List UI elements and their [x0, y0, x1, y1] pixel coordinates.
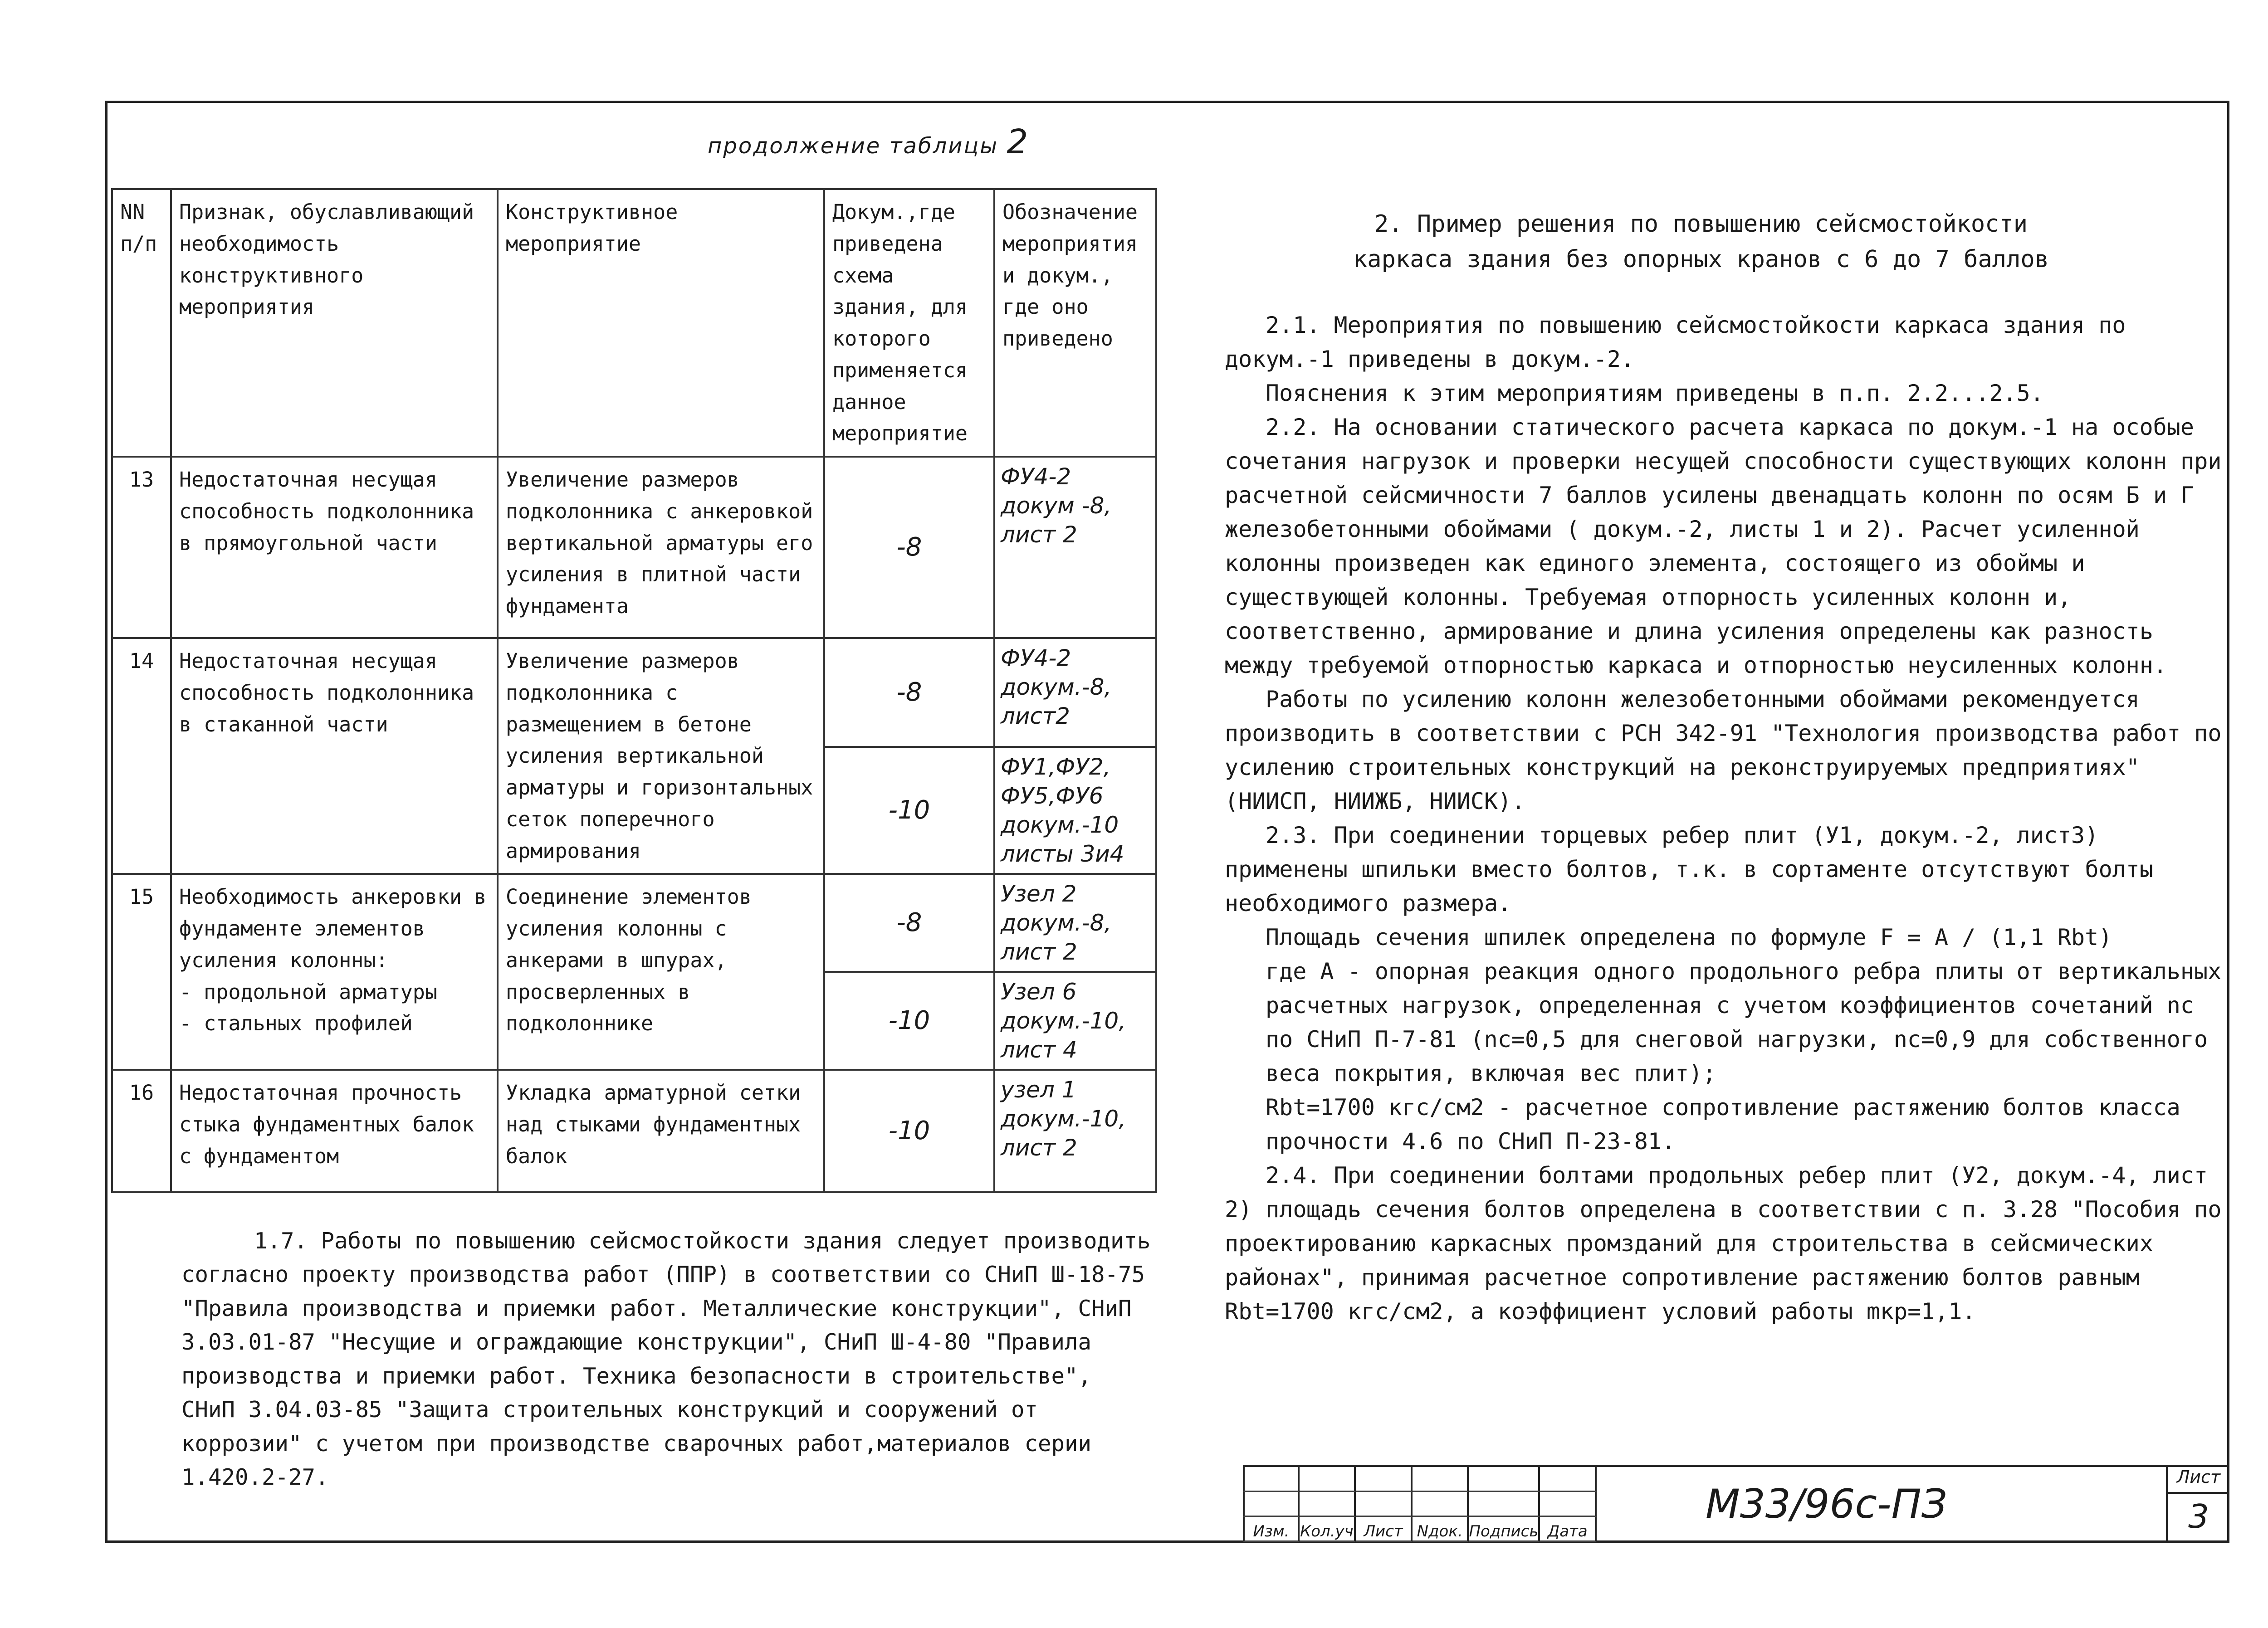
table-row [112, 1070, 1156, 1192]
stamp-col-label: Дата [1540, 1517, 1597, 1542]
stamp-col-label: Nдок. [1413, 1517, 1469, 1542]
row-doc: -8 [824, 638, 994, 747]
row-designation: узел 1 докум.-10, лист 2 [994, 1070, 1156, 1192]
row-doc: -10 [824, 1070, 994, 1192]
row-number: 13 [112, 457, 171, 638]
row-feature: Недостаточная прочность стыка фундаментных балок с фундаментом [171, 1070, 498, 1192]
row-number: 16 [112, 1070, 171, 1192]
col-header-doc: Докум.,где приведена схема здания, для которого применяется данное мероприятие [824, 189, 994, 457]
sheet-number: 3 [2188, 1497, 2209, 1535]
revision-stamp-grid [1243, 1467, 1597, 1542]
row-doc: -8 [824, 874, 994, 972]
measures-table [111, 188, 1157, 1193]
paragraph: Работы по усилению колонн железобетонными обоймами рекомендуется производить в соответствии с РСН 342-91 "Технология производства работ по усилению строительных конструкций на реконструируемых предприятиях" (НИИСП, НИИЖБ, НИИСК). [1225, 686, 2222, 814]
table-row [112, 638, 1156, 747]
row-designation: ФУ4-2 докум -8, лист 2 [994, 457, 1156, 638]
table-header-row [112, 189, 1156, 457]
paragraph: где А - опорная реакция одного продольного ребра плиты от вертикальных расчетных нагрузок, определенная с учетом коэффициентов сочетаний nc по СНиП П-7-81 (nc=0,5 для снеговой нагрузки, nc=0,9 для собственного веса покрытия, включая вес плит); [1266, 958, 2222, 1087]
stamp-col-label: Лист [1356, 1517, 1413, 1542]
row-feature: Недостаточная несущая способность подколонника в прямоугольной части [171, 457, 498, 638]
sheet-number-box [2166, 1467, 2229, 1542]
row-measure: Увеличение размеров подколонника с анкеровкой вертикальной арматуры его усиления в плитной части фундамента [498, 457, 824, 638]
row-doc: -10 [824, 747, 994, 874]
row-number: 15 [112, 874, 171, 1070]
table-row [112, 457, 1156, 638]
col-header-measure: Конструктивное мероприятие [498, 189, 824, 457]
col-header-feature: Признак, обуславливающий необходимость конструктивного мероприятия [171, 189, 498, 457]
row-number: 14 [112, 638, 171, 874]
section-2-body [1225, 308, 2223, 1329]
col-header-designation: Обозначение мероприятия и докум., где оно приведено [994, 189, 1156, 457]
row-feature: Недостаточная несущая способность подколонника в стаканной части [171, 638, 498, 874]
paragraph: 2.2. На основании статического расчета каркаса по докум.-1 на особые сочетания нагрузок и проверки несущей способности существующих колонн при расчетной сейсмичности 7 баллов усилены двенадцать колонн по осям Б и Г железобетонными обоймами ( докум.-2, листы 1 и 2). Расчет усиленной колонны произведен как единого элемента, состоящего из обоймы и существующей колонны. Требуемая отпорность усиленных колонн и, соответственно, армирование и длина усиления определены как разность между требуемой отпорностью каркаса и отпорностью неусиленных колонн. [1225, 414, 2222, 678]
stamp-col-label: Изм. [1243, 1517, 1300, 1542]
row-designation: Узел 6 докум.-10, лист 4 [994, 972, 1156, 1070]
paragraph: 2.3. При соединении торцевых ребер плит (У1, докум.-2, лист3) применены шпильки вместо болтов, т.к. в сортаменте отсутствуют болты необходимого размера. [1225, 822, 2153, 916]
table-number: 2 [1007, 122, 1030, 161]
formula-line: Площадь сечения шпилек определена по формуле F = A / (1,1 Rbt) [1266, 924, 2112, 950]
sheet-label: Лист [2168, 1467, 2229, 1494]
row-measure: Соединение элементов усиления колонны с анкерами в шпурах, просверленных в подколоннике [498, 874, 824, 1070]
stamp-col-label: Подпись [1469, 1517, 1540, 1542]
stamp-col-label: Кол.уч [1300, 1517, 1356, 1542]
paragraph: 2.4. При соединении болтами продольных ребер плит (У2, докум.-4, лист 2) площадь сечения болтов определена в соответствии с п. 3.28 "Пособия по проектированию каркасных промзданий для строительства в сейсмических районах", принимая расчетное сопротивление растяжению болтов равным Rbt=1700 кгс/см2, а коэффициент условий работы mкр=1,1. [1225, 1162, 2222, 1325]
row-doc: -8 [824, 457, 994, 638]
row-designation: Узел 2 докум.-8, лист 2 [994, 874, 1156, 972]
title-block [1243, 1465, 2229, 1542]
paragraph: Пояснения к этим мероприятиям приведены в п.п. 2.2...2.5. [1266, 380, 2044, 406]
row-designation: ФУ1,ФУ2, ФУ5,ФУ6 докум.-10 листы 3и4 [994, 747, 1156, 874]
paragraph-1-7 [181, 1224, 1157, 1495]
continuation-title [708, 122, 1029, 161]
paragraph: 2.1. Мероприятия по повышению сейсмостойкости каркаса здания по докум.-1 приведены в докум.-2. [1225, 312, 2126, 372]
continuation-title-text: продолжение таблицы [708, 133, 999, 159]
row-measure: Увеличение размеров подколонника с размещением в бетоне усиления вертикальной арматуры и горизонтальных сеток поперечного армирования [498, 638, 824, 874]
table-row [112, 874, 1156, 972]
paragraph-text: 1.7. Работы по повышению сейсмостойкости здания следует производить согласно проекту производства работ (ППР) в соответствии со СНиП Ш-18-75 "Правила производства и приемки работ. Металлические конструкции", СНиП 3.03.01-87 "Несущие и ограждающие конструкции", СНиП Ш-4-80 "Правила производства и приемки работ. Техника безопасности в строительстве", СНиП 3.04.03-85 "Защита строительных конструкций и сооружений от коррозии" с учетом при производстве сварочных работ,материалов серии 1.420.2-27. [181, 1228, 1151, 1491]
row-feature: Необходимость анкеровки в фундаменте элементов усиления колонны: - продольной арматуры - стальных профилей [171, 874, 498, 1070]
paragraph: Rbt=1700 кгс/см2 - расчетное сопротивление растяжению болтов класса прочности 4.6 по СНиП П-23-81. [1266, 1094, 2180, 1155]
col-header-nn: NN п/п [112, 189, 171, 457]
row-designation: ФУ4-2 докум.-8, лист2 [994, 638, 1156, 747]
row-measure: Укладка арматурной сетки над стыками фундаментных балок [498, 1070, 824, 1192]
section-2-heading: 2. Пример решения по повышению сейсмостойкости каркаса здания без опорных кранов с 6 до 7 баллов [1353, 210, 2049, 273]
document-code: М33/96с-ПЗ [1706, 1481, 1947, 1527]
row-doc: -10 [824, 972, 994, 1070]
